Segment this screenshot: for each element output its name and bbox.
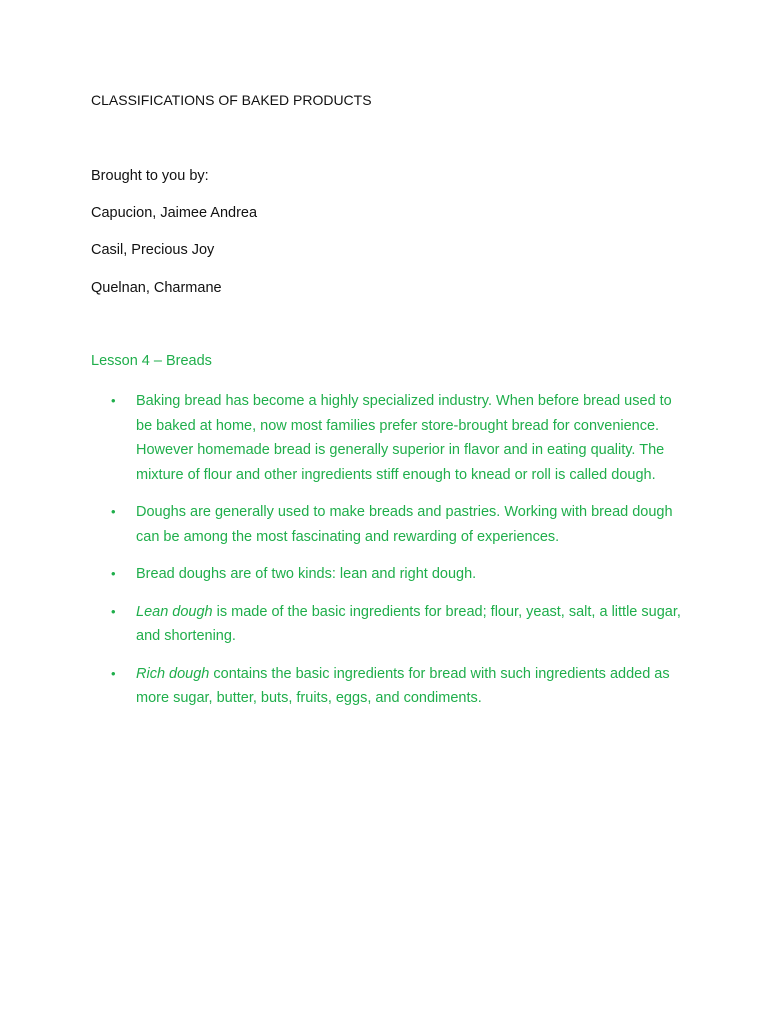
document-title: CLASSIFICATIONS OF BAKED PRODUCTS: [91, 92, 372, 108]
brought-by-label: Brought to you by:: [91, 168, 209, 184]
bullet-icon: •: [111, 566, 116, 581]
list-item: [91, 662, 691, 711]
bullet-icon: •: [111, 665, 116, 681]
bullet-emphasis: Lean dough: [136, 603, 213, 620]
bullet-text: Bread doughs are of two kinds: lean and right dough.: [136, 566, 477, 582]
lesson-bullet-list: [91, 389, 691, 724]
list-item: [91, 389, 691, 487]
bullet-icon: •: [111, 393, 116, 408]
bullet-icon: •: [111, 603, 116, 619]
bullet-text: contains the basic ingredients for bread with such ingredients added as more sugar, butter, buts, fruits, eggs, and condiments.: [136, 665, 670, 706]
author-name: Casil, Precious Joy: [91, 242, 215, 258]
author-name: Quelnan, Charmane: [91, 280, 222, 296]
bullet-icon: •: [111, 504, 116, 519]
lesson-heading: Lesson 4 – Breads: [91, 353, 212, 369]
bullet-text: Baking bread has become a highly specialized industry. When before bread used to be baked at home, now most families prefer store-brought bread for convenience. However homemade bread is generally superior in flavor and in eating quality. The mixture of flour and other ingredients stiff enough to knead or roll is called dough.: [136, 393, 672, 483]
list-item: [91, 500, 691, 549]
author-name: Capucion, Jaimee Andrea: [91, 205, 258, 221]
bullet-text: Doughs are generally used to make breads and pastries. Working with bread dough can be among the most fascinating and rewarding of experiences.: [136, 504, 673, 545]
bullet-emphasis: Rich dough: [136, 665, 210, 682]
bullet-text: is made of the basic ingredients for bread; flour, yeast, salt, a little sugar, and shortening.: [136, 603, 681, 644]
list-item: [91, 562, 691, 587]
list-item: [91, 600, 691, 649]
